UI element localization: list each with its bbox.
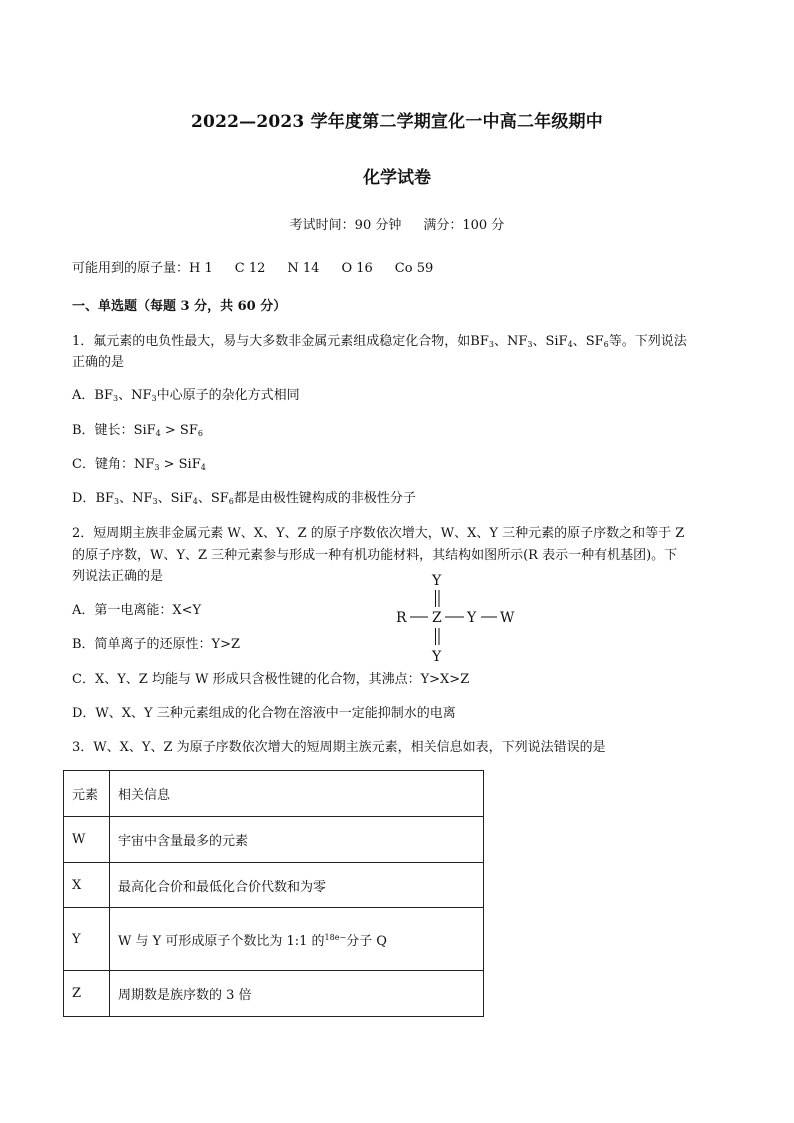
table-header-cell: 元素 xyxy=(64,771,110,817)
table-cell-element: Z xyxy=(64,971,110,1017)
atom-z: Z xyxy=(432,610,442,626)
formula-sif4: SiF$_4$ xyxy=(545,334,573,349)
table-cell-info: 周期数是族序数的 3 倍 xyxy=(110,971,484,1017)
table-cell-element: X xyxy=(64,863,110,908)
section-heading: 一、单选题（每题 3 分，共 60 分） xyxy=(72,299,287,314)
table-row xyxy=(64,863,484,908)
atomic-mass-item: O 16 xyxy=(341,261,373,276)
atomic-mass-item: C 12 xyxy=(234,261,266,276)
q1-option-b: B．键长：$SiF_4 > SF_6$ xyxy=(72,423,203,438)
table-header-row xyxy=(64,771,484,817)
exam-time: 考试时间：90 分钟 xyxy=(289,218,402,233)
q2-stem-line1: 2．短周期主族非金属元素 W、X、Y、Z 的原子序数依次增大，W、X、Y 三种元素的原子序数之和等于 Z xyxy=(72,526,685,541)
table-cell-info: 最高化合价和最低化合价代数和为零 xyxy=(110,863,484,908)
full-score: 满分：100 分 xyxy=(423,218,505,233)
table-cell-element: Y xyxy=(64,908,110,971)
exam-meta xyxy=(0,214,794,233)
atom-w: W xyxy=(500,610,515,626)
exam-title: 2022—2023 学年度第二学期宣化一中高二年级期中 xyxy=(191,112,603,132)
atomic-mass-item: N 14 xyxy=(287,261,320,276)
formula-sf6: $SF_6$ xyxy=(585,334,609,349)
atom-y-right: Y xyxy=(467,610,477,626)
exam-subtitle: 化学试卷 xyxy=(363,168,431,188)
table-row xyxy=(64,971,484,1017)
atom-r: R xyxy=(396,610,407,626)
q2-stem-line3: 列说法正确的是 xyxy=(72,569,164,584)
q1-option-a: A．$BF_3$、$NF_3$中心原子的杂化方式相同 xyxy=(72,388,300,403)
q1-stem-text-end: 等。下列说法 xyxy=(608,334,687,349)
q1-stem: 1．氟元素的电负性最大，易与大多数非金属元素组成稳定化合物，如$BF_3$、$NF_3$、SiF$_4$、$SF_6$等。下列说法 xyxy=(72,334,687,349)
electron-count: 18e− xyxy=(324,932,347,942)
q1-option-c: C．键角：$NF_3 > SiF_4$ xyxy=(72,457,206,472)
atomic-mass-item: H 1 xyxy=(189,261,213,276)
atomic-masses-label: 可能用到的原子量： xyxy=(72,261,190,276)
atomic-masses xyxy=(72,259,455,279)
atom-y-top: Y xyxy=(432,573,442,589)
q3-stem: 3．W、X、Y、Z 为原子序数依次增大的短周期主族元素，相关信息如表，下列说法错误的是 xyxy=(72,740,606,755)
formula-nf3: $NF_3$ xyxy=(506,334,533,349)
element-info-table xyxy=(63,770,484,1017)
q2-option-c: C．X、Y、Z 均能与 W 形成只含极性键的化合物，其沸点：Y>X>Z xyxy=(72,672,470,687)
structure-diagram xyxy=(392,572,522,664)
table-row xyxy=(64,817,484,863)
table-cell-info: 宇宙中含量最多的元素 xyxy=(110,817,484,863)
table-cell-info: W 与 Y 可形成原子个数比为 1:1 的$^{18e-}$分子 Q xyxy=(110,908,484,971)
q2-option-b: B．简单离子的还原性：Y>Z xyxy=(72,637,241,652)
q2-option-a: A．第一电离能：X<Y xyxy=(72,603,202,618)
atomic-mass-item: Co 59 xyxy=(394,261,434,276)
q2-option-d: D．W、X、Y 三种元素组成的化合物在溶液中一定能抑制水的电离 xyxy=(72,706,456,721)
atom-y-bottom: Y xyxy=(432,649,442,664)
table-row xyxy=(64,908,484,971)
q1-option-d: D．$BF_3$、$NF_3$、SiF$_4$、$SF_6$都是由极性键构成的非极性分子 xyxy=(72,491,416,506)
table-cell-element: W xyxy=(64,817,110,863)
formula-bf3: $BF_3$ xyxy=(470,334,494,349)
q2-stem-line2: 的原子序数，W、Y、Z 三种元素参与形成一种有机功能材料，其结构如图所示(R 表示一种有机基团)。下 xyxy=(72,548,678,563)
table-header-cell: 相关信息 xyxy=(110,771,484,817)
q1-stem-text: 1．氟元素的电负性最大，易与大多数非金属元素组成稳定化合物，如 xyxy=(72,334,471,349)
q1-stem-line2: 正确的是 xyxy=(72,355,125,370)
